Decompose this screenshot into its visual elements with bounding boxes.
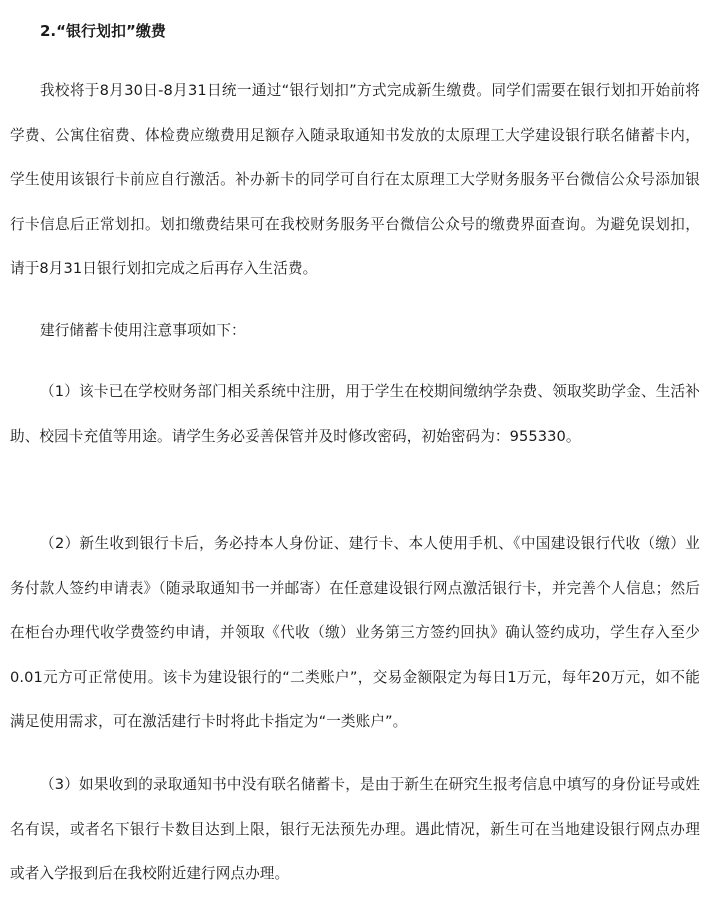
section-heading: 2.“银行划扣”缴费: [40, 22, 166, 40]
paragraph-bank-deduction: 我校将于8月30日-8月31日统一通过“银行划扣”方式完成新生缴费。同学们需要在银行划扣开始前将学费、公寓住宿费、体检费应缴费用足额存入随录取通知书发放的太原理工大学建设银行联名储蓄卡内，学生使用该银行卡前应自行激活。补办新卡的同学可自行在太原理工大学财务服务平台微信公众号添加银行卡信息后正常划扣。划扣缴费结果可在我校财务服务平台微信公众号的缴费界面查询。为避免误划扣，请于8月31日银行划扣完成之后再存入生活费。: [10, 82, 700, 278]
paragraph-note-3: （3）如果收到的录取通知书中没有联名储蓄卡，是由于新生在研究生报考信息中填写的身份证号或姓名有误，或者名下银行卡数目达到上限，银行无法预先办理。遇此情况，新生可在当地建设银行网点办理或者入学报到后在我校附近建行网点办理。: [10, 776, 700, 883]
paragraph-note-1: （1）该卡已在学校财务部门相关系统中注册，用于学生在校期间缴纳学杂费、领取奖助学金、生活补助、校园卡充值等用途。请学生务必妥善保管并及时修改密码，初始密码为：955330。: [10, 383, 700, 445]
paragraph-note-2: （2）新生收到银行卡后，务必持本人身份证、建行卡、本人使用手机、《中国建设银行代收（缴）业务付款人签约申请表》（随录取通知书一并邮寄）在任意建设银行网点激活银行卡，并完善个人信息；然后在柜台办理代收学费签约申请，并领取《代收（缴）业务第三方签约回执》确认签约成功，学生存入至少0.01元方可正常使用。该卡为建设银行的“二类账户”，交易金额限定为每日1万元，每年20万元，如不能满足使用需求，可在激活建行卡时将此卡指定为“一类账户”。: [10, 535, 700, 731]
paragraph-card-notes-intro: 建行储蓄卡使用注意事项如下：: [40, 322, 246, 339]
